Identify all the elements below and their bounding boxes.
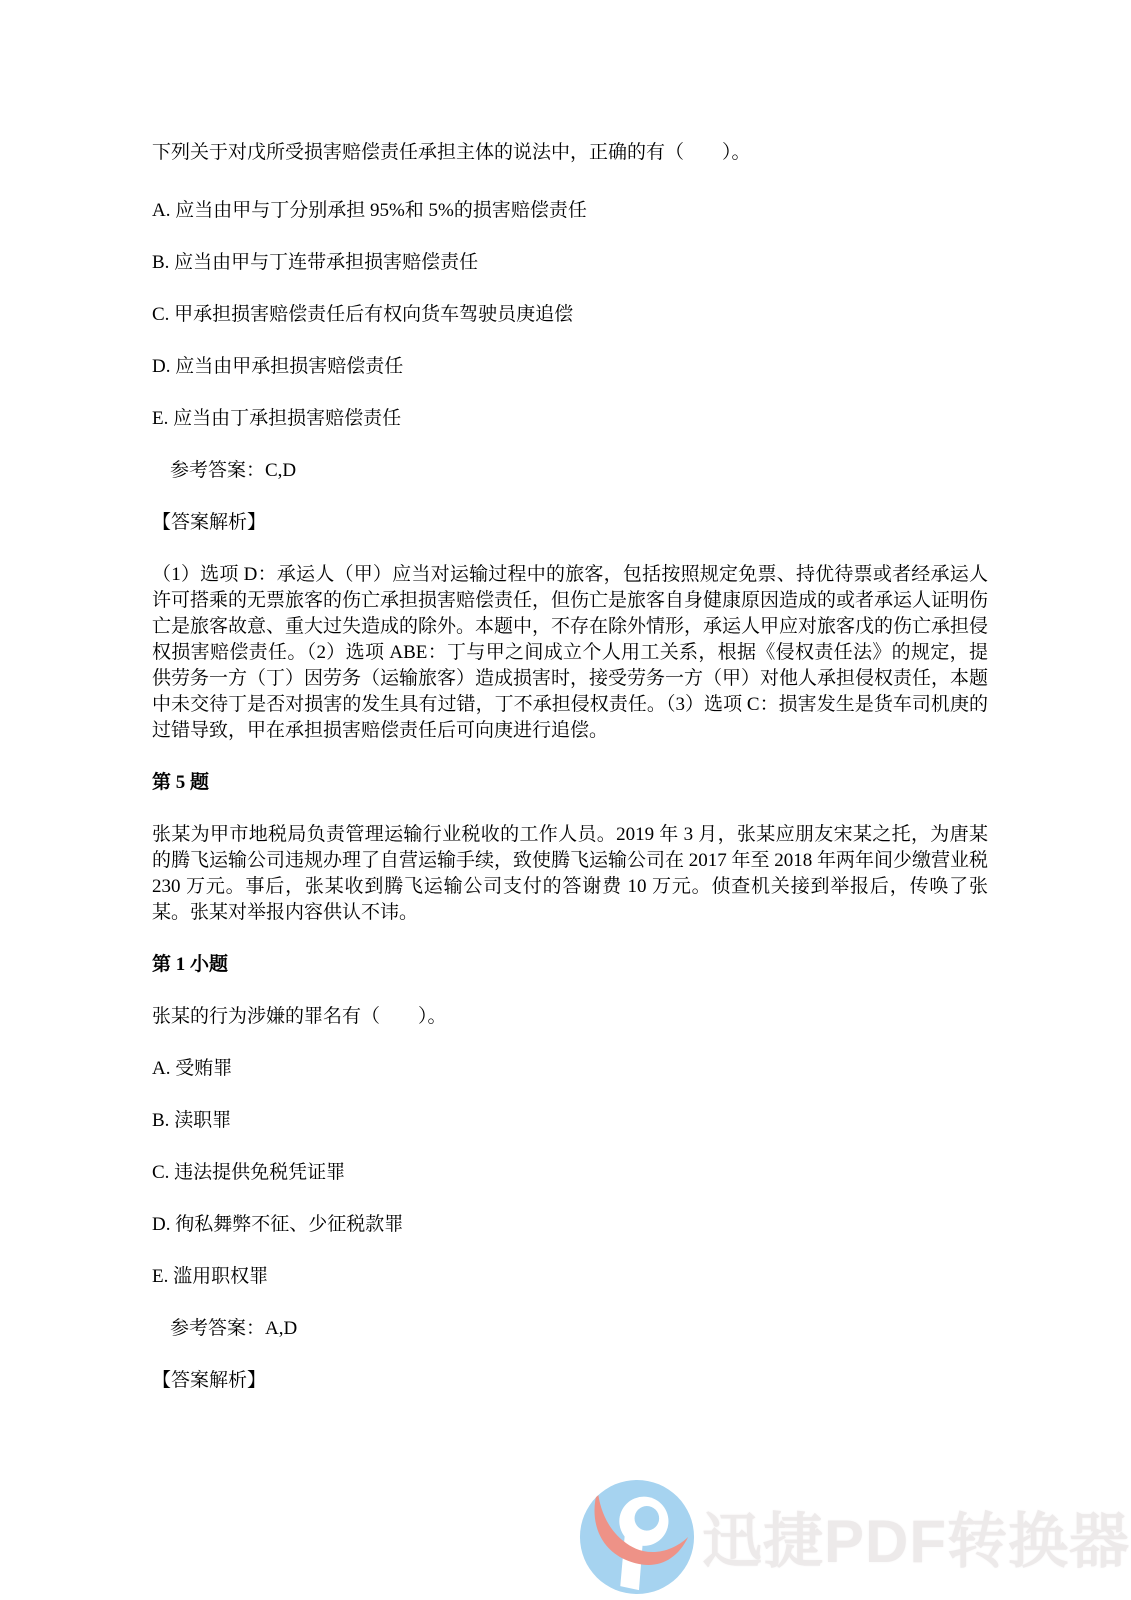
question-4-analysis-heading: 【答案解析】 bbox=[152, 512, 267, 533]
question-5-sub-1-heading: 第 1 小题 bbox=[152, 954, 229, 975]
question-5-sub-1-option-d: D. 徇私舞弊不征、少征税款罪 bbox=[152, 1214, 404, 1235]
question-4-option-c: C. 甲承担损害赔偿责任后有权向货车驾驶员庚追偿 bbox=[152, 304, 574, 325]
question-5-sub-1-option-a: A. 受贿罪 bbox=[152, 1058, 233, 1079]
question-4-option-d: D. 应当由甲承担损害赔偿责任 bbox=[152, 356, 404, 377]
question-5-sub-1-option-b: B. 渎职罪 bbox=[152, 1110, 232, 1131]
question-4-option-a: A. 应当由甲与丁分别承担 95%和 5%的损害赔偿责任 bbox=[152, 200, 587, 221]
question-4-option-e: E. 应当由丁承担损害赔偿责任 bbox=[152, 408, 402, 429]
question-4-block bbox=[152, 140, 988, 744]
question-5-sub-1-stem: 张某的行为涉嫌的罪名有（ ）。 bbox=[152, 1006, 447, 1027]
question-5-heading: 第 5 题 bbox=[152, 772, 210, 793]
question-5-sub-1-option-c: C. 违法提供免税凭证罪 bbox=[152, 1162, 346, 1183]
question-4-reference-answer: 参考答案：C,D bbox=[170, 460, 297, 481]
question-4-stem: 下列关于对戊所受损害赔偿责任承担主体的说法中，正确的有（ ）。 bbox=[152, 142, 751, 163]
question-5-block bbox=[152, 770, 988, 1394]
question-4-option-b: B. 应当由甲与丁连带承担损害赔偿责任 bbox=[152, 252, 479, 273]
watermark-text: 迅捷PDF转换器 bbox=[702, 1508, 1130, 1575]
question-5-sub-1-analysis-heading: 【答案解析】 bbox=[152, 1370, 267, 1391]
pdf-converter-watermark bbox=[578, 1478, 1130, 1596]
question-5-sub-1-option-e: E. 滥用职权罪 bbox=[152, 1266, 269, 1287]
xunjie-pdf-logo-icon bbox=[578, 1478, 696, 1596]
document-page bbox=[152, 140, 988, 1420]
question-5-sub-1-reference-answer: 参考答案：A,D bbox=[170, 1318, 298, 1339]
question-5-case-text: 张某为甲市地税局负责管理运输行业税收的工作人员。2019 年 3 月，张某应朋友宋某之托，为唐某的腾飞运输公司违规办理了自营运输手续，致使腾飞运输公司在 2017 年至 2018 年两年间少缴营业税 230 万元。事后，张某收到腾飞运输公司支付的答谢费 10 万元。侦查机关接到举报后，传唤了张某。张某对举报内容供认不讳。 bbox=[152, 824, 989, 923]
question-4-analysis-text: （1）选项 D：承运人（甲）应当对运输过程中的旅客，包括按照规定免票、持优待票或者经承运人许可搭乘的无票旅客的伤亡承担损害赔偿责任，但伤亡是旅客自身健康原因造成的或者承运人证明伤亡是旅客故意、重大过失造成的除外。本题中，不存在除外情形，承运人甲应对旅客戊的伤亡承担侵权损害赔偿责任。（2）选项 ABE：丁与甲之间成立个人用工关系，根据《侵权责任法》的规定，提供劳务一方（丁）因劳务（运输旅客）造成损害时，接受劳务一方（甲）对他人承担侵权责任，本题中未交待丁是否对损害的发生具有过错，丁不承担侵权责任。（3）选项 C：损害发生是货车司机庚的过错导致，甲在承担损害赔偿责任后可向庚进行追偿。 bbox=[152, 564, 989, 741]
